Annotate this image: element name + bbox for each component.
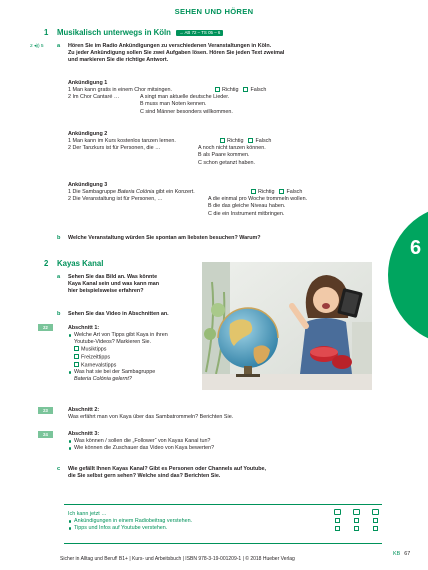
can-do-heading: Ich kann jetzt … [68,511,107,517]
statement-text: 2 Der Tanzkurs ist für Personen, die … [68,145,161,152]
task-2a-instruction [68,274,198,295]
rating-checkbox[interactable] [354,526,359,531]
page-number-value: 67 [404,551,411,557]
tip-option[interactable] [74,354,203,362]
abschnitt-1-heading: Abschnitt 1: [68,325,100,331]
rating-checkbox[interactable] [335,526,340,531]
rating-checkbox[interactable] [373,526,378,531]
option-label: Karnevalstipps [81,362,117,369]
option-c[interactable]: C schon getanzt haben. [198,159,255,166]
abschnitt-2 [68,407,378,421]
announcement-3-statement-1 [68,189,378,196]
page-header [0,0,428,22]
task-2a-line2: Kaya Kanal sein und was kann man [68,281,160,288]
footer-credits: Sicher in Alltag und Beruf! B1+ | Kurs- und Arbeitsbuch | ISBN 978-3-19-001209-1 | © 2018 Hueber Verlag [60,556,295,562]
group-name: Bateria Colónia [117,189,155,196]
option-checkbox[interactable] [74,354,79,359]
task-2a-line1: Sehen Sie das Bild an. Was könnte [68,274,158,280]
book-part-label: KB [393,551,401,557]
task-2a-line3: hier beispielsweise erfahren? [68,288,144,295]
statement-text [68,189,246,196]
task-2b-instruction: Sehen Sie das Video in Abschnitten an. [68,311,169,317]
self-assessment-row [335,518,378,523]
can-do-box [64,504,382,544]
task-1a-line2: Zu jeder Ankündigung sollen Sie zwei Aufgaben lösen. Hören Sie jeden Text zweimal [68,50,285,57]
option-b[interactable]: B als Paare kommen. [198,152,250,159]
abschnitt-1-list [68,332,203,346]
can-do-item: Ankündigungen in einem Radiobeitrag verstehen. [68,518,382,525]
task-2b-letter: b [57,311,61,317]
richtig-label: Richtig [227,138,244,145]
falsch-checkbox[interactable] [243,87,248,92]
task-2c-letter: c [57,466,61,472]
announcement-1-heading: Ankündigung 1 [68,80,108,86]
section-1-title [57,28,223,38]
task-1a-letter: a [57,43,61,49]
statement-post: gibt ein Konzert. [154,189,195,196]
option-c[interactable]: C die ein Instrument mitbringen. [208,210,285,217]
kaya-photo [202,262,372,390]
falsch-label: Falsch [250,87,267,94]
abschnitt-3 [68,431,378,452]
task-2c-instruction [68,466,378,480]
richtig-checkbox[interactable] [220,138,225,143]
can-do-item: Tipps und Infos auf Youtube verstehen. [68,525,382,532]
announcement-3-heading: Ankündigung 3 [68,182,108,188]
audio-track-label: 2 ◂)) 5 [30,44,44,49]
announcement-2-statement-1 [68,138,368,145]
announcement-2-heading: Ankündigung 2 [68,131,108,137]
tip-option[interactable] [74,346,203,354]
abschnitt-1-bullet-1 [68,332,203,346]
rating-checkbox[interactable] [335,518,340,523]
falsch-label: Falsch [286,189,303,196]
task-2c-line2: die Sie selbst gern sehen? Welche sind das? Berichten Sie. [68,473,221,480]
page-number [393,551,410,558]
statement-pre: 1 Die Sambagruppe [68,189,118,196]
announcement-1 [68,80,368,116]
option-a[interactable]: A singt man aktuelle deutsche Lieder. [140,94,230,101]
statement-text: 1 Man kann gratis in einem Chor mitsingen. [68,87,172,94]
task-1a-line3: und markieren Sie die richtige Antwort. [68,57,169,64]
option-checkbox[interactable] [74,362,79,367]
richtig-checkbox[interactable] [215,87,220,92]
option-label: Freizeittipps [81,354,111,361]
bullet-line: Welche Art von Tipps gibt Kaya in ihren [74,332,168,339]
page-title: SEHEN UND HÖREN [174,7,254,16]
richtig-checkbox[interactable] [251,189,256,194]
announcement-2 [68,131,368,167]
option-c[interactable]: C sind Männer besonders willkommen. [140,108,233,115]
abschnitt-3-list [68,438,378,452]
abschnitt-2-text: Was erfährt man von Kaya über das Sambatrommeln? Berichten Sie. [68,414,234,421]
statement-text: 2 Im Chor Cantaré … [68,94,120,101]
bullet-line: Bateria Colónia gelernt? [74,376,132,383]
kaya-photo-illustration [202,262,372,390]
task-1b-letter: b [57,235,61,241]
section-2-number: 2 [44,259,49,268]
tip-option[interactable] [74,362,203,370]
smiley-neutral-icon [353,509,360,515]
self-assessment-icons [334,509,379,515]
video-track-badge[interactable]: 23 [38,407,53,414]
announcement-3 [68,182,378,218]
chapter-number: 6 [410,237,422,259]
task-1a-instruction [68,43,368,64]
option-a[interactable]: A die einmal pro Woche trommeln wollen. [208,196,308,203]
falsch-checkbox[interactable] [248,138,253,143]
falsch-checkbox[interactable] [279,189,284,194]
richtig-label: Richtig [222,87,239,94]
abschnitt-1-bullet-2 [68,369,203,383]
task-2a-letter: a [57,274,61,280]
falsch-label: Falsch [255,138,272,145]
announcement-1-statement-2 [68,94,368,101]
rating-checkbox[interactable] [354,518,359,523]
abschnitt-2-heading: Abschnitt 2: [68,407,100,413]
statement-text: 2 Die Veranstaltung ist für Personen, … [68,196,163,203]
rating-checkbox[interactable] [373,518,378,523]
self-assessment-row [335,526,378,531]
task-1a-line1: Hören Sie im Radio Ankündigungen zu verschiedenen Veranstaltungen in Köln. [68,43,272,49]
section-1-title-text: Musikalisch unterwegs in Köln [57,28,171,37]
section-2-title: Kayas Kanal [57,259,104,268]
option-label: Musiktipps [81,346,107,353]
abschnitt-3-bullet-1: Was können / sollen die „Follower“ von Kayas Kanal tun? [68,438,378,445]
smiley-sad-icon [372,509,379,515]
option-b[interactable]: B muss man Noten kennen. [140,101,207,108]
smiley-happy-icon [334,509,341,515]
announcement-2-statement-2 [68,145,368,152]
bullet-line: Youtube-Videos? Markieren Sie. [74,339,152,346]
abschnitt-1-list-2 [68,369,203,383]
task-1b-instruction: Welche Veranstaltung würden Sie spontan am liebsten besuchen? Warum? [68,235,261,241]
video-track-badge[interactable]: 24 [38,431,53,438]
self-assessment-checkboxes [335,518,378,534]
announcement-3-statement-2 [68,196,378,203]
option-a[interactable]: A noch nicht tanzen können. [198,145,266,152]
chapter-tab [380,205,428,345]
bullet-line: Was hat sie bei der Sambagruppe [74,369,156,376]
statement-text: 1 Man kann im Kurs kostenlos tanzen lernen. [68,138,176,145]
option-checkbox[interactable] [74,346,79,351]
section-1-badge: → AB 72 – TS 05 – 6 [176,30,223,37]
chapter-tab-circle [388,205,428,345]
abschnitt-3-heading: Abschnitt 3: [68,431,100,437]
tip-options [68,346,203,369]
announcement-1-statement-1 [68,87,368,94]
abschnitt-3-bullet-2: Wie können die Zuschauer das Video von Kaya bewerten? [68,445,378,452]
video-track-badge[interactable]: 22 [38,324,53,331]
abschnitt-1 [68,325,203,384]
section-1-number: 1 [44,28,49,37]
richtig-label: Richtig [258,189,275,196]
task-2c-line1: Wie gefällt Ihnen Kayas Kanal? Gibt es Personen oder Channels auf Youtube, [68,466,267,472]
option-b[interactable]: B die das gleiche Niveau haben. [208,203,286,210]
